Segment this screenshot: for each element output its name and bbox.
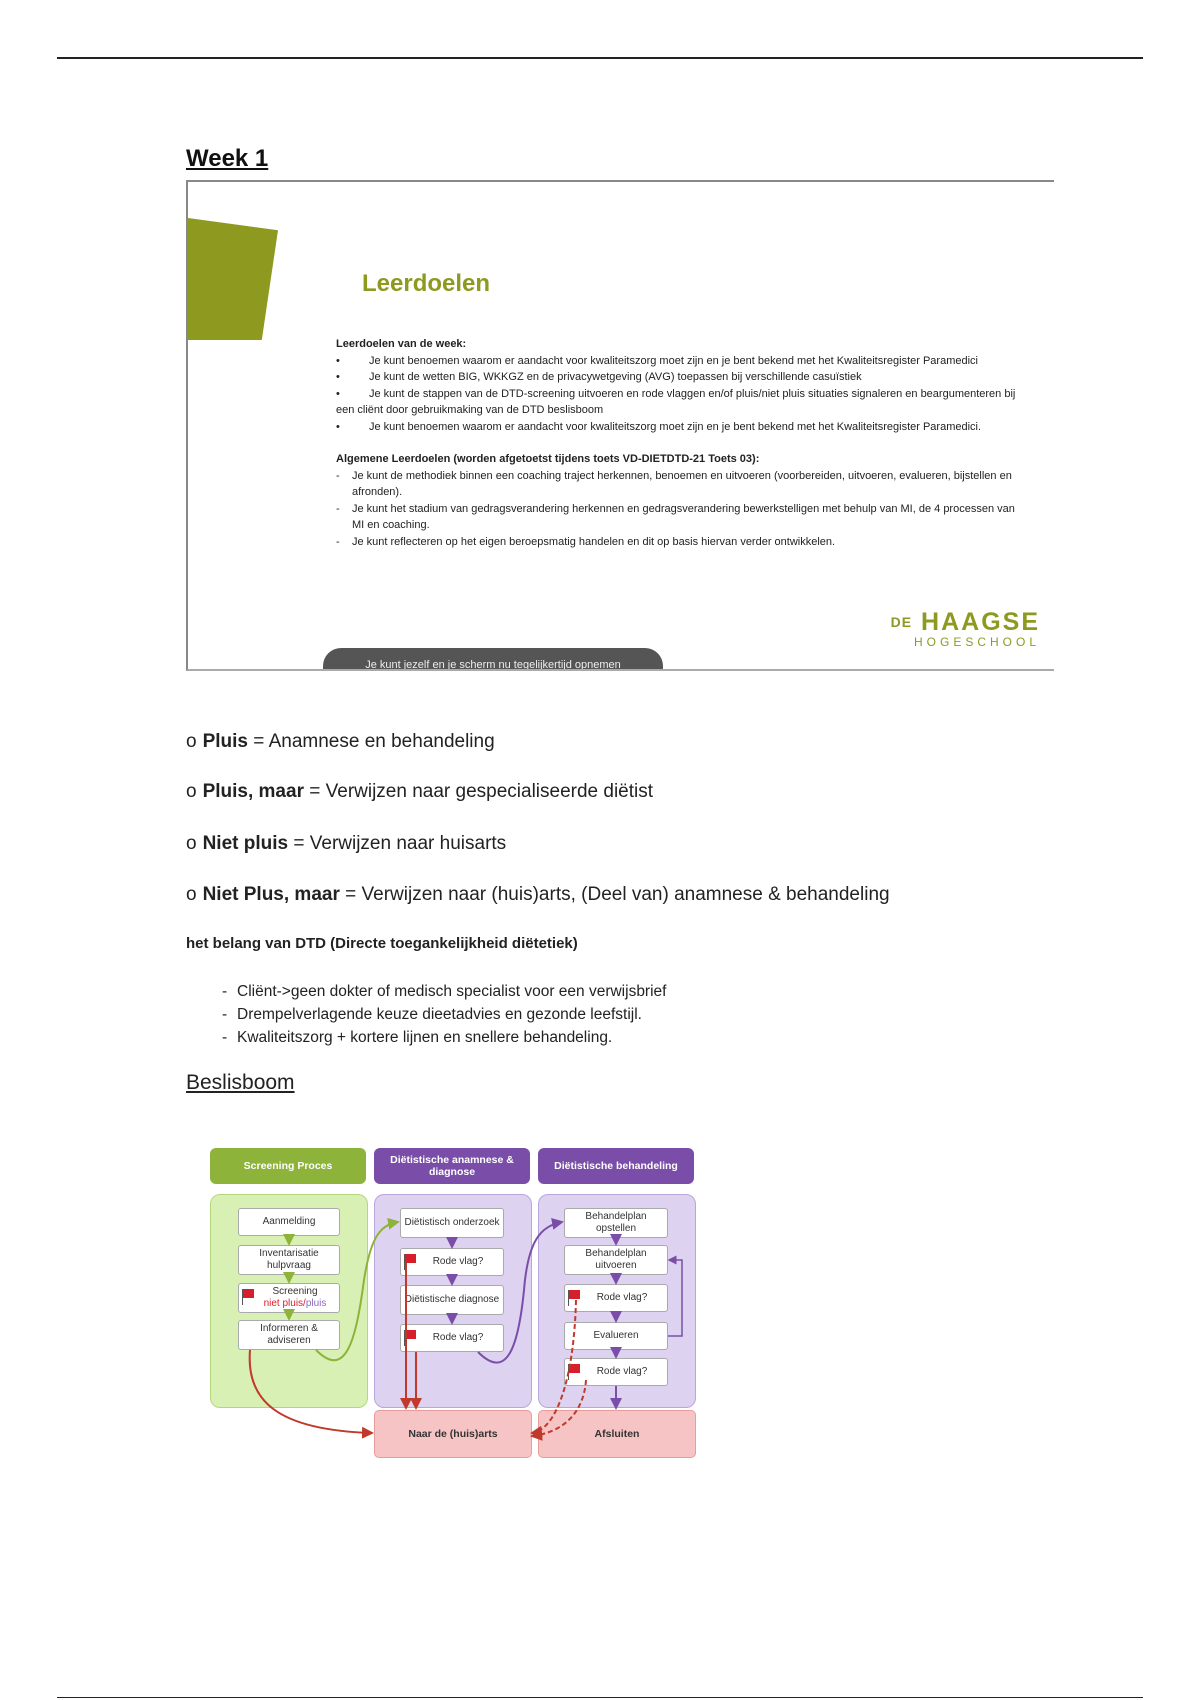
list-item: - Je kunt reflecteren op het eigen beroepsmatig handelen en dit op basis hiervan verder ontwikkelen.: [336, 535, 836, 548]
pluis-line: o Niet Plus, maar = Verwijzen naar (huis)arts, (Deel van) anamnese & behandeling: [186, 884, 890, 905]
page-title: Week 1: [186, 145, 269, 172]
list-item: • Je kunt de wetten BIG, WKKGZ en de privacywetgeving (AVG) toepassen bij verschillende casuïstiek: [336, 371, 862, 383]
header-behandeling: Diëtistische behandeling: [538, 1148, 694, 1184]
list-item: - Je kunt de methodiek binnen een coaching traject herkennen, benoemen en uitvoeren (voorbereiden, uitvoeren, evalueren, bijstellen en afronden).: [336, 469, 1012, 498]
pluis-line: o Pluis, maar = Verwijzen naar gespecialiseerde diëtist: [186, 781, 654, 802]
box-aanmelding: Aanmelding: [238, 1208, 340, 1236]
box-afsluiten: Afsluiten: [538, 1410, 696, 1458]
list-item: • Je kunt benoemen waarom er aandacht voor kwaliteitszorg moet zijn en je bent bekend met het Kwaliteitsregister Paramedici.: [336, 420, 982, 433]
top-rule: [57, 57, 1143, 59]
box-screening: Screening niet pluis/pluis: [238, 1283, 340, 1313]
box-inventarisatie: Inventarisatie hulpvraag: [238, 1245, 340, 1275]
box-behandelplan-uitvoeren: Behandelplan uitvoeren: [564, 1245, 668, 1275]
slide-body: [336, 336, 1016, 550]
slide-image: [186, 180, 1054, 671]
flowchart-arrows: [206, 1140, 696, 1470]
list-item: • Je kunt benoemen waarom er aandacht voor kwaliteitszorg moet zijn en je bent bekend met het Kwaliteitsregister Paramedici: [336, 354, 978, 367]
dtd-list: [222, 980, 666, 1049]
header-screening-proces: Screening Proces: [210, 1148, 366, 1184]
list-item: - Cliënt->geen dokter of medisch specialist voor een verwijsbrief: [222, 983, 667, 1000]
box-informeren: Informeren & adviseren: [238, 1320, 340, 1350]
bottom-rule: [57, 1697, 1143, 1698]
beslisboom-title: Beslisboom: [186, 1071, 295, 1094]
list-item: - Kwaliteitszorg + kortere lijnen en snellere behandeling.: [222, 1029, 613, 1046]
pluis-line: o Pluis = Anamnese en behandeling: [186, 731, 495, 752]
dtd-heading: het belang van DTD (Directe toegankelijkheid diëtetiek): [186, 935, 578, 952]
slide-section-title: Algemene Leerdoelen (worden afgetoetst tijdens toets VD-DIETDTD-21 Toets 03):: [336, 453, 760, 465]
list-item: • Je kunt de stappen van de DTD-screening uitvoeren en rode vlaggen en/of pluis/niet pluis situaties signaleren en beargumenteren bij een cliënt door gebruikmaking van de DTD beslisboom: [336, 387, 1016, 416]
box-behandelplan-opstellen: Behandelplan opstellen: [564, 1208, 668, 1238]
beslisboom-flowchart: [206, 1140, 696, 1470]
box-evalueren: Evalueren: [564, 1322, 668, 1350]
recording-notice: Je kunt jezelf en je scherm nu tegelijkertijd opnemen: [323, 648, 663, 671]
box-rode-vlag: Rode vlag?: [400, 1324, 504, 1352]
box-rode-vlag: Rode vlag?: [400, 1248, 504, 1276]
box-dietistisch-onderzoek: Diëtistisch onderzoek: [400, 1208, 504, 1238]
haagse-hogeschool-logo: $^{DE}$ HAAGSE HOGESCHOOL: [890, 608, 1040, 649]
list-item: - Je kunt het stadium van gedragsverandering herkennen en gedragsverandering bewerkstelligen met behulp van MI, de 4 processen van MI en coaching.: [336, 502, 1015, 531]
box-rode-vlag: Rode vlag?: [564, 1284, 668, 1312]
box-naar-huisarts: Naar de (huis)arts: [374, 1410, 532, 1458]
list-item: - Drempelverlagende keuze dieetadvies en gezonde leefstijl.: [222, 1006, 642, 1023]
box-rode-vlag: Rode vlag?: [564, 1358, 668, 1386]
slide-heading: Leerdoelen: [362, 270, 491, 297]
header-anamnese-diagnose: Diëtistische anamnese & diagnose: [374, 1148, 530, 1184]
box-dietistische-diagnose: Diëtistische diagnose: [400, 1285, 504, 1315]
pluis-line: o Niet pluis = Verwijzen naar huisarts: [186, 833, 507, 854]
slide-decorative-shape: [188, 218, 278, 340]
slide-section-title: Leerdoelen van de week:: [336, 338, 467, 350]
